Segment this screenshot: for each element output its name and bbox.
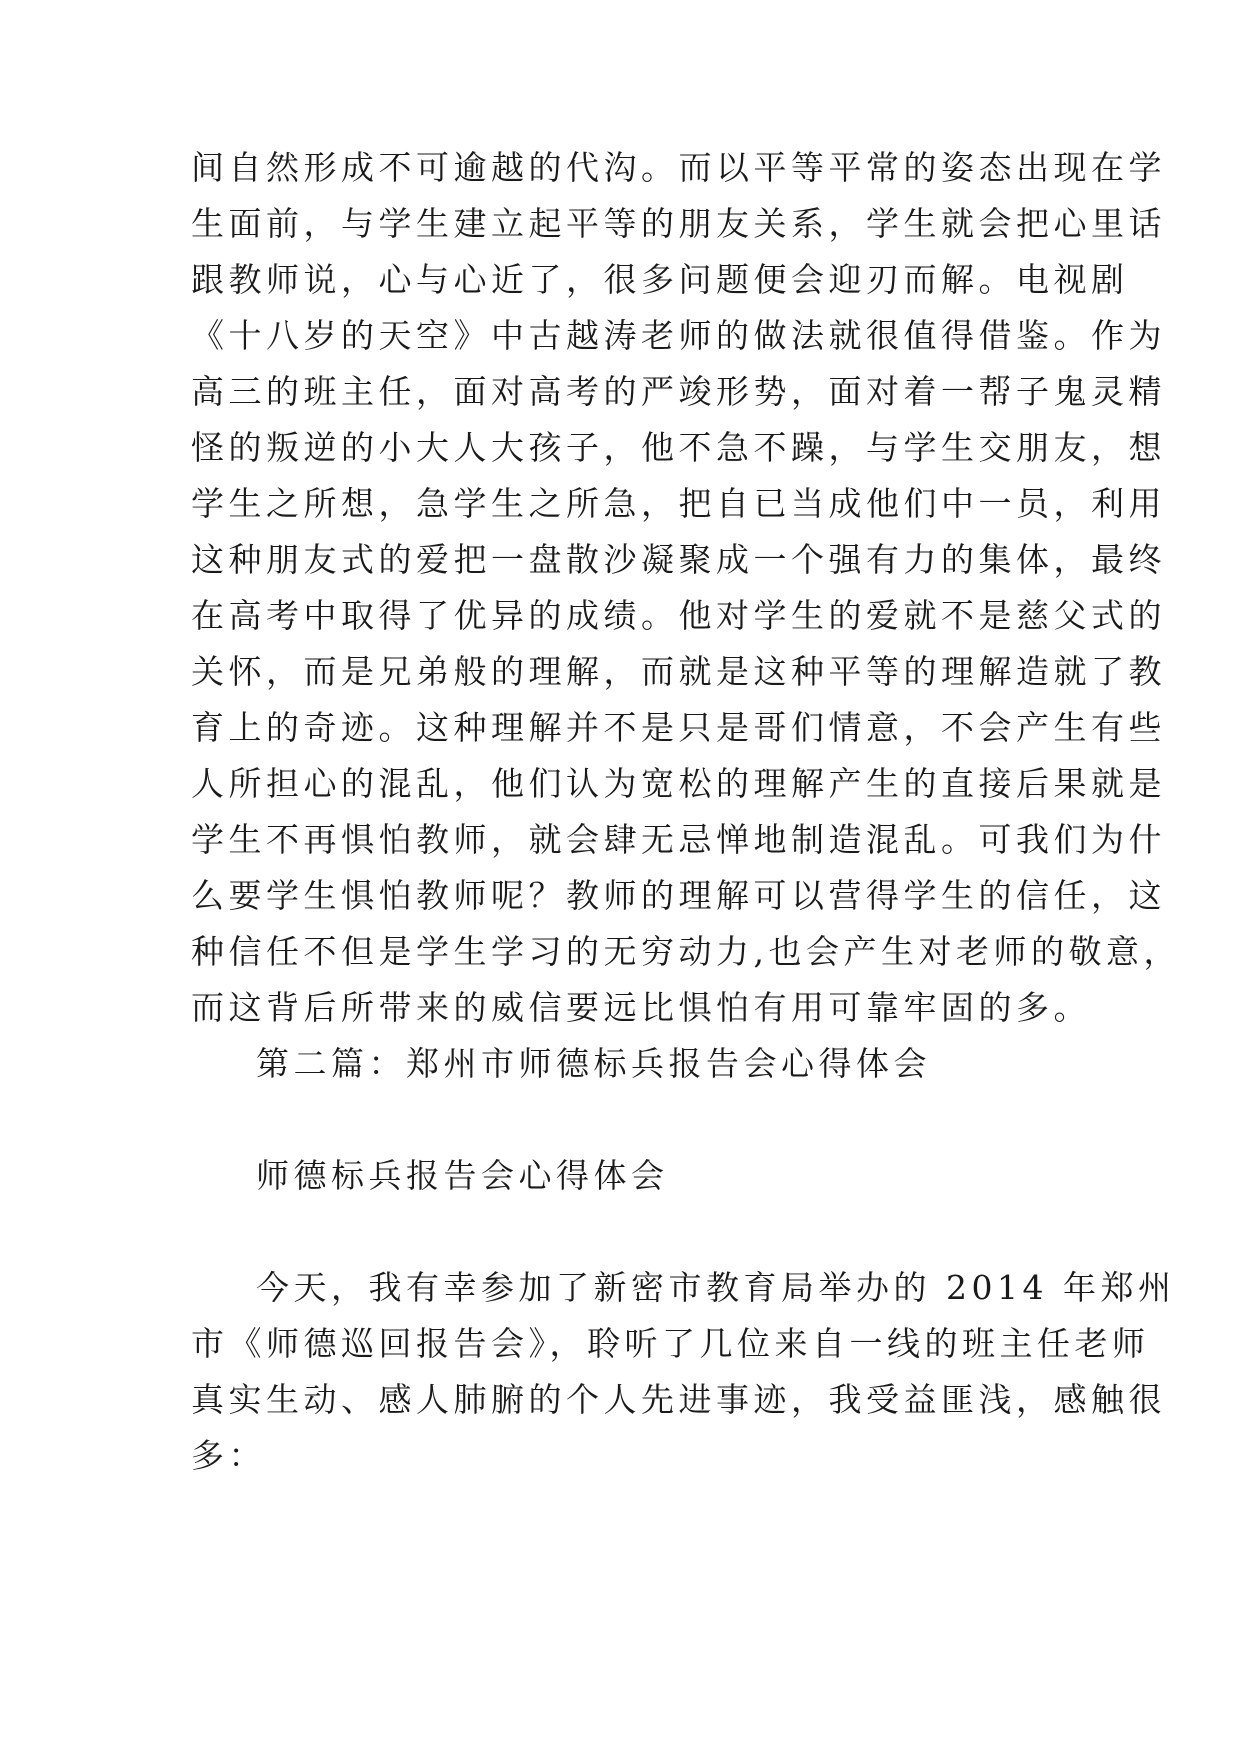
- section-heading: 第二篇：郑州市师德标兵报告会心得体会: [256, 1044, 931, 1083]
- body-text-line: 多：: [191, 1436, 266, 1475]
- body-text-line: 学生之所想，急学生之所急，把自已当成他们中一员，利用: [191, 484, 1166, 523]
- body-text-line: 《十八岁的天空》中古越涛老师的做法就很值得借鉴。作为: [191, 316, 1166, 355]
- body-text-line: 育上的奇迹。这种理解并不是只是哥们情意，不会产生有些: [191, 708, 1166, 747]
- body-text-line: 而这背后所带来的威信要远比惧怕有用可靠牢固的多。: [191, 988, 1091, 1027]
- body-text-line: 学生不再惧怕教师，就会肆无忌惮地制造混乱。可我们为什: [191, 820, 1166, 859]
- body-text-line: 关怀，而是兄弟般的理解，而就是这种平等的理解造就了教: [191, 652, 1166, 691]
- body-text-line: 间自然形成不可逾越的代沟。而以平等平常的姿态出现在学: [191, 148, 1166, 187]
- body-text-line: 怪的叛逆的小大人大孩子，他不急不躁，与学生交朋友，想: [191, 428, 1166, 467]
- body-text-line: 跟教师说，心与心近了，很多问题便会迎刃而解。电视剧: [191, 260, 1129, 299]
- body-text-line: 今天，我有幸参加了新密市教育局举办的 2014 年郑州: [256, 1268, 1176, 1307]
- body-text-line: 市《师德巡回报告会》，聆听了几位来自一线的班主任老师: [191, 1324, 1150, 1363]
- body-text-line: 在高考中取得了优异的成绩。他对学生的爱就不是慈父式的: [191, 596, 1166, 635]
- body-text-line: 这种朋友式的爱把一盘散沙凝聚成一个强有力的集体，最终: [191, 540, 1166, 579]
- body-text-line: 么要学生惧怕教师呢？教师的理解可以营得学生的信任，这: [191, 876, 1166, 915]
- body-text-line: 人所担心的混乱，他们认为宽松的理解产生的直接后果就是: [191, 764, 1166, 803]
- body-text-line: 高三的班主任，面对高考的严竣形势，面对着一帮子鬼灵精: [191, 372, 1166, 411]
- body-text-line: 生面前，与学生建立起平等的朋友关系，学生就会把心里话: [191, 204, 1166, 243]
- body-text-line: 真实生动、感人肺腑的个人先进事迹，我受益匪浅，感触很: [191, 1380, 1166, 1419]
- article-title: 师德标兵报告会心得体会: [256, 1156, 669, 1195]
- body-text-line: 种信任不但是学生学习的无穷动力,也会产生对老师的敬意，: [191, 932, 1181, 971]
